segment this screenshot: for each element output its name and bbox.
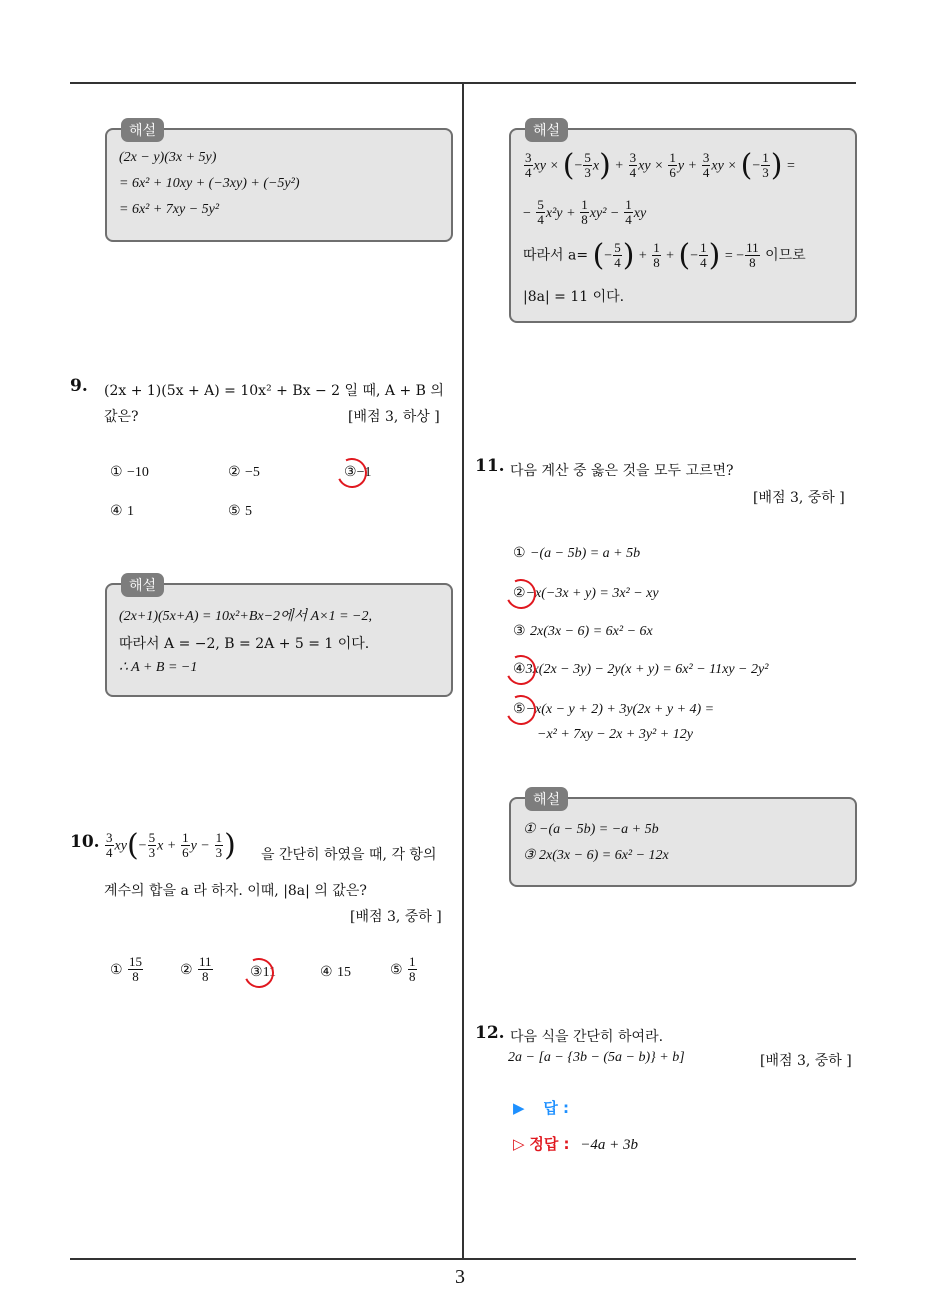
option-marker: ③ — [513, 623, 526, 639]
option-value: 5 — [245, 504, 253, 519]
answer-row[interactable] — [513, 1097, 569, 1118]
solution-box-q10 — [509, 123, 857, 323]
solution-tag: 해설 — [525, 118, 568, 142]
solution-line: ③ 2x(3x − 6) = 6x² − 12x — [523, 848, 669, 863]
option-marker: ② — [180, 961, 193, 978]
question-9-text-2: 값은? — [104, 409, 139, 425]
option-marker: ① — [110, 464, 123, 480]
question-9-text: (2x + 1)(5x + A) = 10x² + Bx − 2 일 때, A + B 의 — [104, 383, 444, 399]
question-number-12: 12. — [475, 1023, 505, 1043]
question-10-text: 을 간단히 하였을 때, 각 항의 — [261, 847, 437, 863]
solution-line: (2x − y)(3x + 5y) — [119, 150, 217, 165]
page-number: 3 — [455, 1266, 465, 1288]
option-value: 15 — [337, 965, 352, 980]
solution-tag: 해설 — [121, 573, 164, 597]
option-marker: ② — [513, 585, 526, 601]
solution-line: ① −(a − 5b) = −a + 5b — [523, 822, 659, 837]
answer-mark-circle — [333, 454, 371, 492]
option-value: −(a − 5b) = a + 5b — [530, 546, 641, 561]
solution-line: ∴ A + B = −1 — [119, 660, 198, 675]
question-12-expression: 2a − [a − {3b − (5a − b)} + b] — [508, 1050, 685, 1065]
question-12-text: 다음 식을 간단히 하여라. — [510, 1029, 664, 1045]
option-marker: ③ — [250, 964, 263, 980]
option-marker: ⑤ — [513, 701, 526, 717]
option-fraction: $\frac{15}{8}$ — [129, 954, 143, 985]
solution-tag: 해설 — [525, 787, 568, 811]
solution-line: = 6x² + 7xy − 5y² — [119, 202, 220, 217]
question-11-points: [배점 3, 중하 ] — [753, 490, 845, 506]
question-12-points: [배점 3, 중하 ] — [760, 1053, 852, 1069]
q10-option-5[interactable] — [390, 955, 418, 985]
q10-option-4[interactable] — [320, 964, 351, 981]
option-value: 1 — [127, 504, 135, 519]
option-marker: ① — [513, 545, 526, 561]
option-value: −x(−3x + y) = 3x² − xy — [525, 586, 659, 601]
option-value: −x(x − y + 2) + 3y(2x + y + 4) = — [525, 702, 715, 717]
solution-line-2: − $\frac{5}{4}$ x²y + $\frac{1}{8}$ xy² − $\frac{1}{4}$ xy — [523, 197, 647, 228]
correct-answer-value: −4a + 3b — [580, 1137, 639, 1153]
q11-option-5[interactable] — [513, 701, 714, 718]
q9-option-2[interactable] — [228, 464, 260, 481]
question-11-text: 다음 계산 중 옳은 것을 모두 고르면? — [510, 463, 734, 479]
option-marker: ③ — [344, 464, 357, 480]
column-divider — [462, 84, 464, 1259]
option-marker: ④ — [320, 964, 333, 980]
option-value: 2x(3x − 6) = 6x² − 6x — [530, 624, 653, 639]
q9-option-5[interactable] — [228, 503, 252, 520]
solution-box-q8 — [105, 123, 453, 242]
option-value: −5 — [245, 465, 260, 480]
correct-answer-row — [513, 1133, 638, 1154]
question-number-11: 11. — [475, 456, 505, 476]
option-value: −10 — [127, 465, 149, 480]
option-fraction: $\frac{1}{8}$ — [409, 954, 416, 985]
answer-label: 답 : — [543, 1099, 570, 1117]
option-value: −1 — [356, 465, 372, 480]
solution-box-q9 — [105, 578, 453, 697]
solution-line-1: $\frac{3}{4}$ xy × (− $\frac{5}{3}$ x) + $\frac{3}{4}$ xy × $\frac{1}{6}$ y + $\frac{3}{4}$ xy × (− $\frac{1}{3}$ ) = — [525, 148, 795, 183]
question-number-9: 9. — [70, 376, 88, 396]
option-value: 3x(2x − 3y) − 2y(x + y) = 6x² − 11xy − 2y² — [525, 662, 769, 677]
solution-line-3: 따라서 a= (− $\frac{5}{4}$ ) + $\frac{1}{8}$ + (− $\frac{1}{4}$ ) = − $\frac{11}{8}$ 이므로 — [523, 238, 806, 273]
question-number-10: 10. — [70, 832, 100, 852]
option-marker: ④ — [513, 661, 526, 677]
option-value: 11 — [262, 965, 277, 980]
answer-mark-circle — [502, 691, 540, 729]
outline-arrow-icon: ▷ — [513, 1135, 525, 1153]
correct-answer-label: 정답 : — [529, 1135, 570, 1153]
solution-line: = 6x² + 10xy + (−3xy) + (−5y²) — [119, 176, 300, 191]
q11-option-5-continued: −x² + 7xy − 2x + 3y² + 12y — [537, 727, 693, 742]
question-9-points: [배점 3, 하상 ] — [348, 409, 440, 425]
q11-option-4[interactable] — [513, 661, 768, 678]
q11-option-3[interactable] — [513, 623, 653, 640]
option-marker: ⑤ — [390, 961, 403, 978]
question-10-points: [배점 3, 중하 ] — [350, 909, 442, 925]
solution-line: (2x+1)(5x+A) = 10x²+Bx−2에서 A×1 = −2, — [119, 609, 372, 624]
option-fraction: $\frac{11}{8}$ — [199, 954, 212, 985]
option-marker: ⑤ — [228, 503, 241, 519]
answer-mark-circle — [502, 575, 540, 613]
option-marker: ① — [110, 961, 123, 978]
question-10-text-2: 계수의 합을 a 라 하자. 이때, |8a| 의 값은? — [104, 883, 367, 899]
answer-mark-circle — [240, 954, 278, 992]
solution-line-4: |8a| = 11 이다. — [523, 289, 625, 305]
q10-option-1[interactable] — [110, 955, 144, 985]
play-arrow-icon: ▶ — [513, 1099, 525, 1117]
answer-mark-circle — [502, 651, 540, 689]
question-10-expression: $\frac{3}{4}$ xy(− $\frac{5}{3}$ x + $\frac{1}{6}$ y − $\frac{1}{3}$ ) — [106, 828, 236, 863]
solution-line: 따라서 A = −2, B = 2A + 5 = 1 이다. — [119, 636, 370, 652]
option-marker: ④ — [110, 503, 123, 519]
q11-option-1[interactable] — [513, 545, 640, 562]
solution-tag: 해설 — [121, 118, 164, 142]
q9-option-1[interactable] — [110, 464, 149, 481]
q10-option-2[interactable] — [180, 955, 214, 985]
q9-option-4[interactable] — [110, 503, 134, 520]
solution-box-q11 — [509, 792, 857, 887]
bottom-rule — [70, 1258, 856, 1260]
option-marker: ② — [228, 464, 241, 480]
